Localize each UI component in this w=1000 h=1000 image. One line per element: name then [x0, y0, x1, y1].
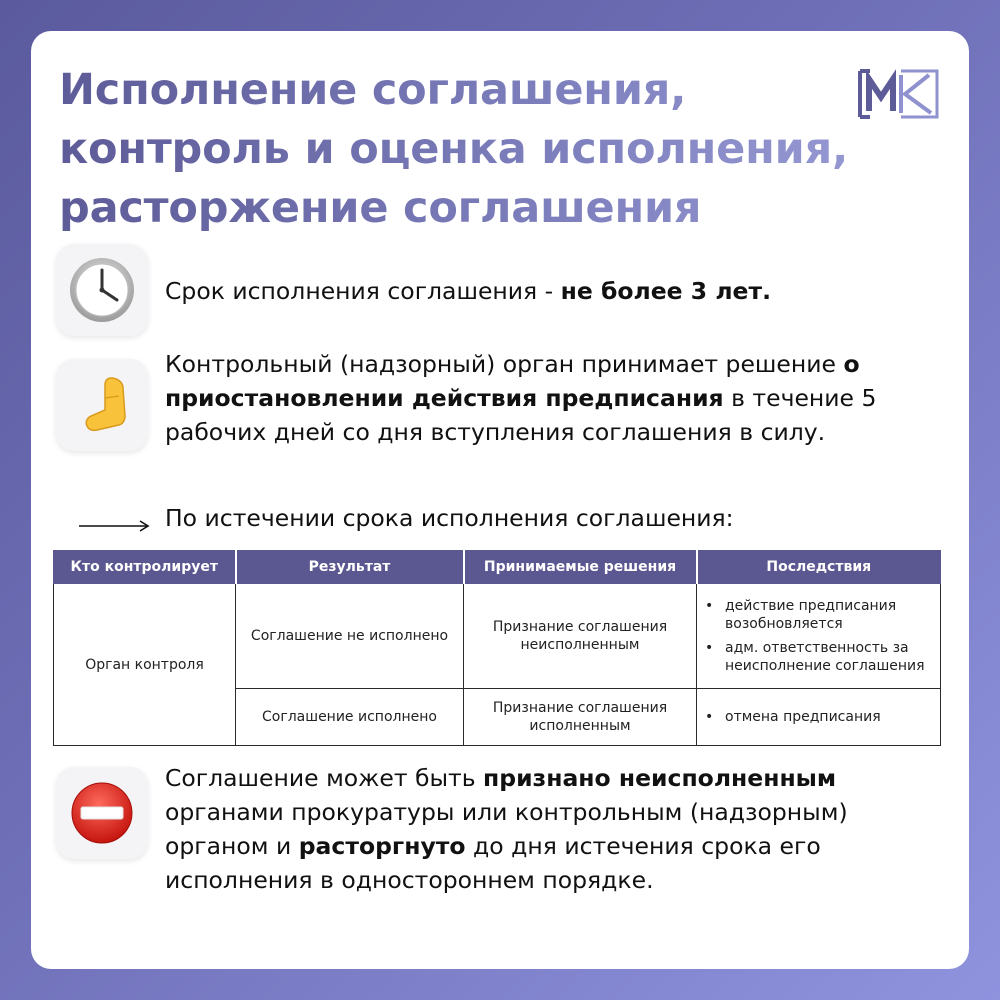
list-item: • адм. ответственность за неисполнение соглашения	[701, 639, 934, 675]
expiry-heading: По истечении срока исполнения соглашения:	[165, 504, 734, 532]
term-text-plain: Срок исполнения соглашения -	[165, 277, 561, 305]
table-header-row	[54, 551, 941, 584]
page-title	[59, 61, 919, 238]
table-row	[54, 584, 941, 689]
decision-cell: Признание соглашения исполненным	[464, 689, 697, 746]
term-text-bold: не более 3 лет.	[560, 277, 772, 305]
suspension-text	[165, 347, 905, 449]
consequences-list	[701, 597, 934, 675]
title-line-2: контроль и оценка исполнения,	[59, 124, 849, 174]
termination-text-plain-2: органами прокуратуры или контрольным (надзорным) органом и	[165, 798, 848, 860]
controller-cell: Орган контроля	[54, 584, 236, 746]
header-decisions: Принимаемые решения	[464, 551, 697, 584]
termination-text	[165, 761, 935, 897]
hand-icon-tile	[56, 359, 148, 451]
mk-logo	[857, 67, 941, 121]
header-controller: Кто контролирует	[54, 551, 236, 584]
decision-cell: Признание соглашения неисполненным	[464, 584, 697, 689]
no-entry-icon-tile	[56, 767, 148, 859]
header-consequences: Последствия	[697, 551, 941, 584]
no-entry-icon	[67, 778, 137, 848]
title-line-1: Исполнение соглашения,	[59, 65, 687, 115]
results-table	[53, 550, 941, 746]
content-card	[31, 31, 969, 969]
consequences-list	[701, 708, 934, 726]
header-result: Результат	[236, 551, 464, 584]
suspension-text-plain-2: в течение 5 рабочих дней со дня вступления соглашения в силу.	[165, 384, 877, 446]
suspension-text-plain-1: Контрольный (надзорный) орган принимает решение	[165, 350, 844, 378]
term-text	[165, 274, 925, 308]
raised-back-of-hand-icon	[67, 370, 137, 440]
termination-text-bold-2: расторгнуто	[298, 832, 466, 860]
title-line-3: расторжение соглашения	[59, 183, 702, 233]
list-item: • действие предписания возобновляется	[701, 597, 934, 633]
suspension-text-bold: о приостановлении действия предписания	[165, 350, 860, 412]
termination-text-plain-1: Соглашение может быть	[165, 764, 484, 792]
result-cell: Соглашение исполнено	[236, 689, 464, 746]
long-right-arrow-icon	[79, 519, 151, 533]
clock-icon-tile	[56, 244, 148, 336]
termination-text-bold-1: признано неисполненным	[483, 764, 837, 792]
termination-text-plain-3: до дня истечения срока его исполнения в одностороннем порядке.	[165, 832, 821, 894]
clock-icon	[67, 255, 137, 325]
consequences-cell	[697, 584, 941, 689]
list-item: • отмена предписания	[701, 708, 934, 726]
consequences-cell	[697, 689, 941, 746]
result-cell: Соглашение не исполнено	[236, 584, 464, 689]
